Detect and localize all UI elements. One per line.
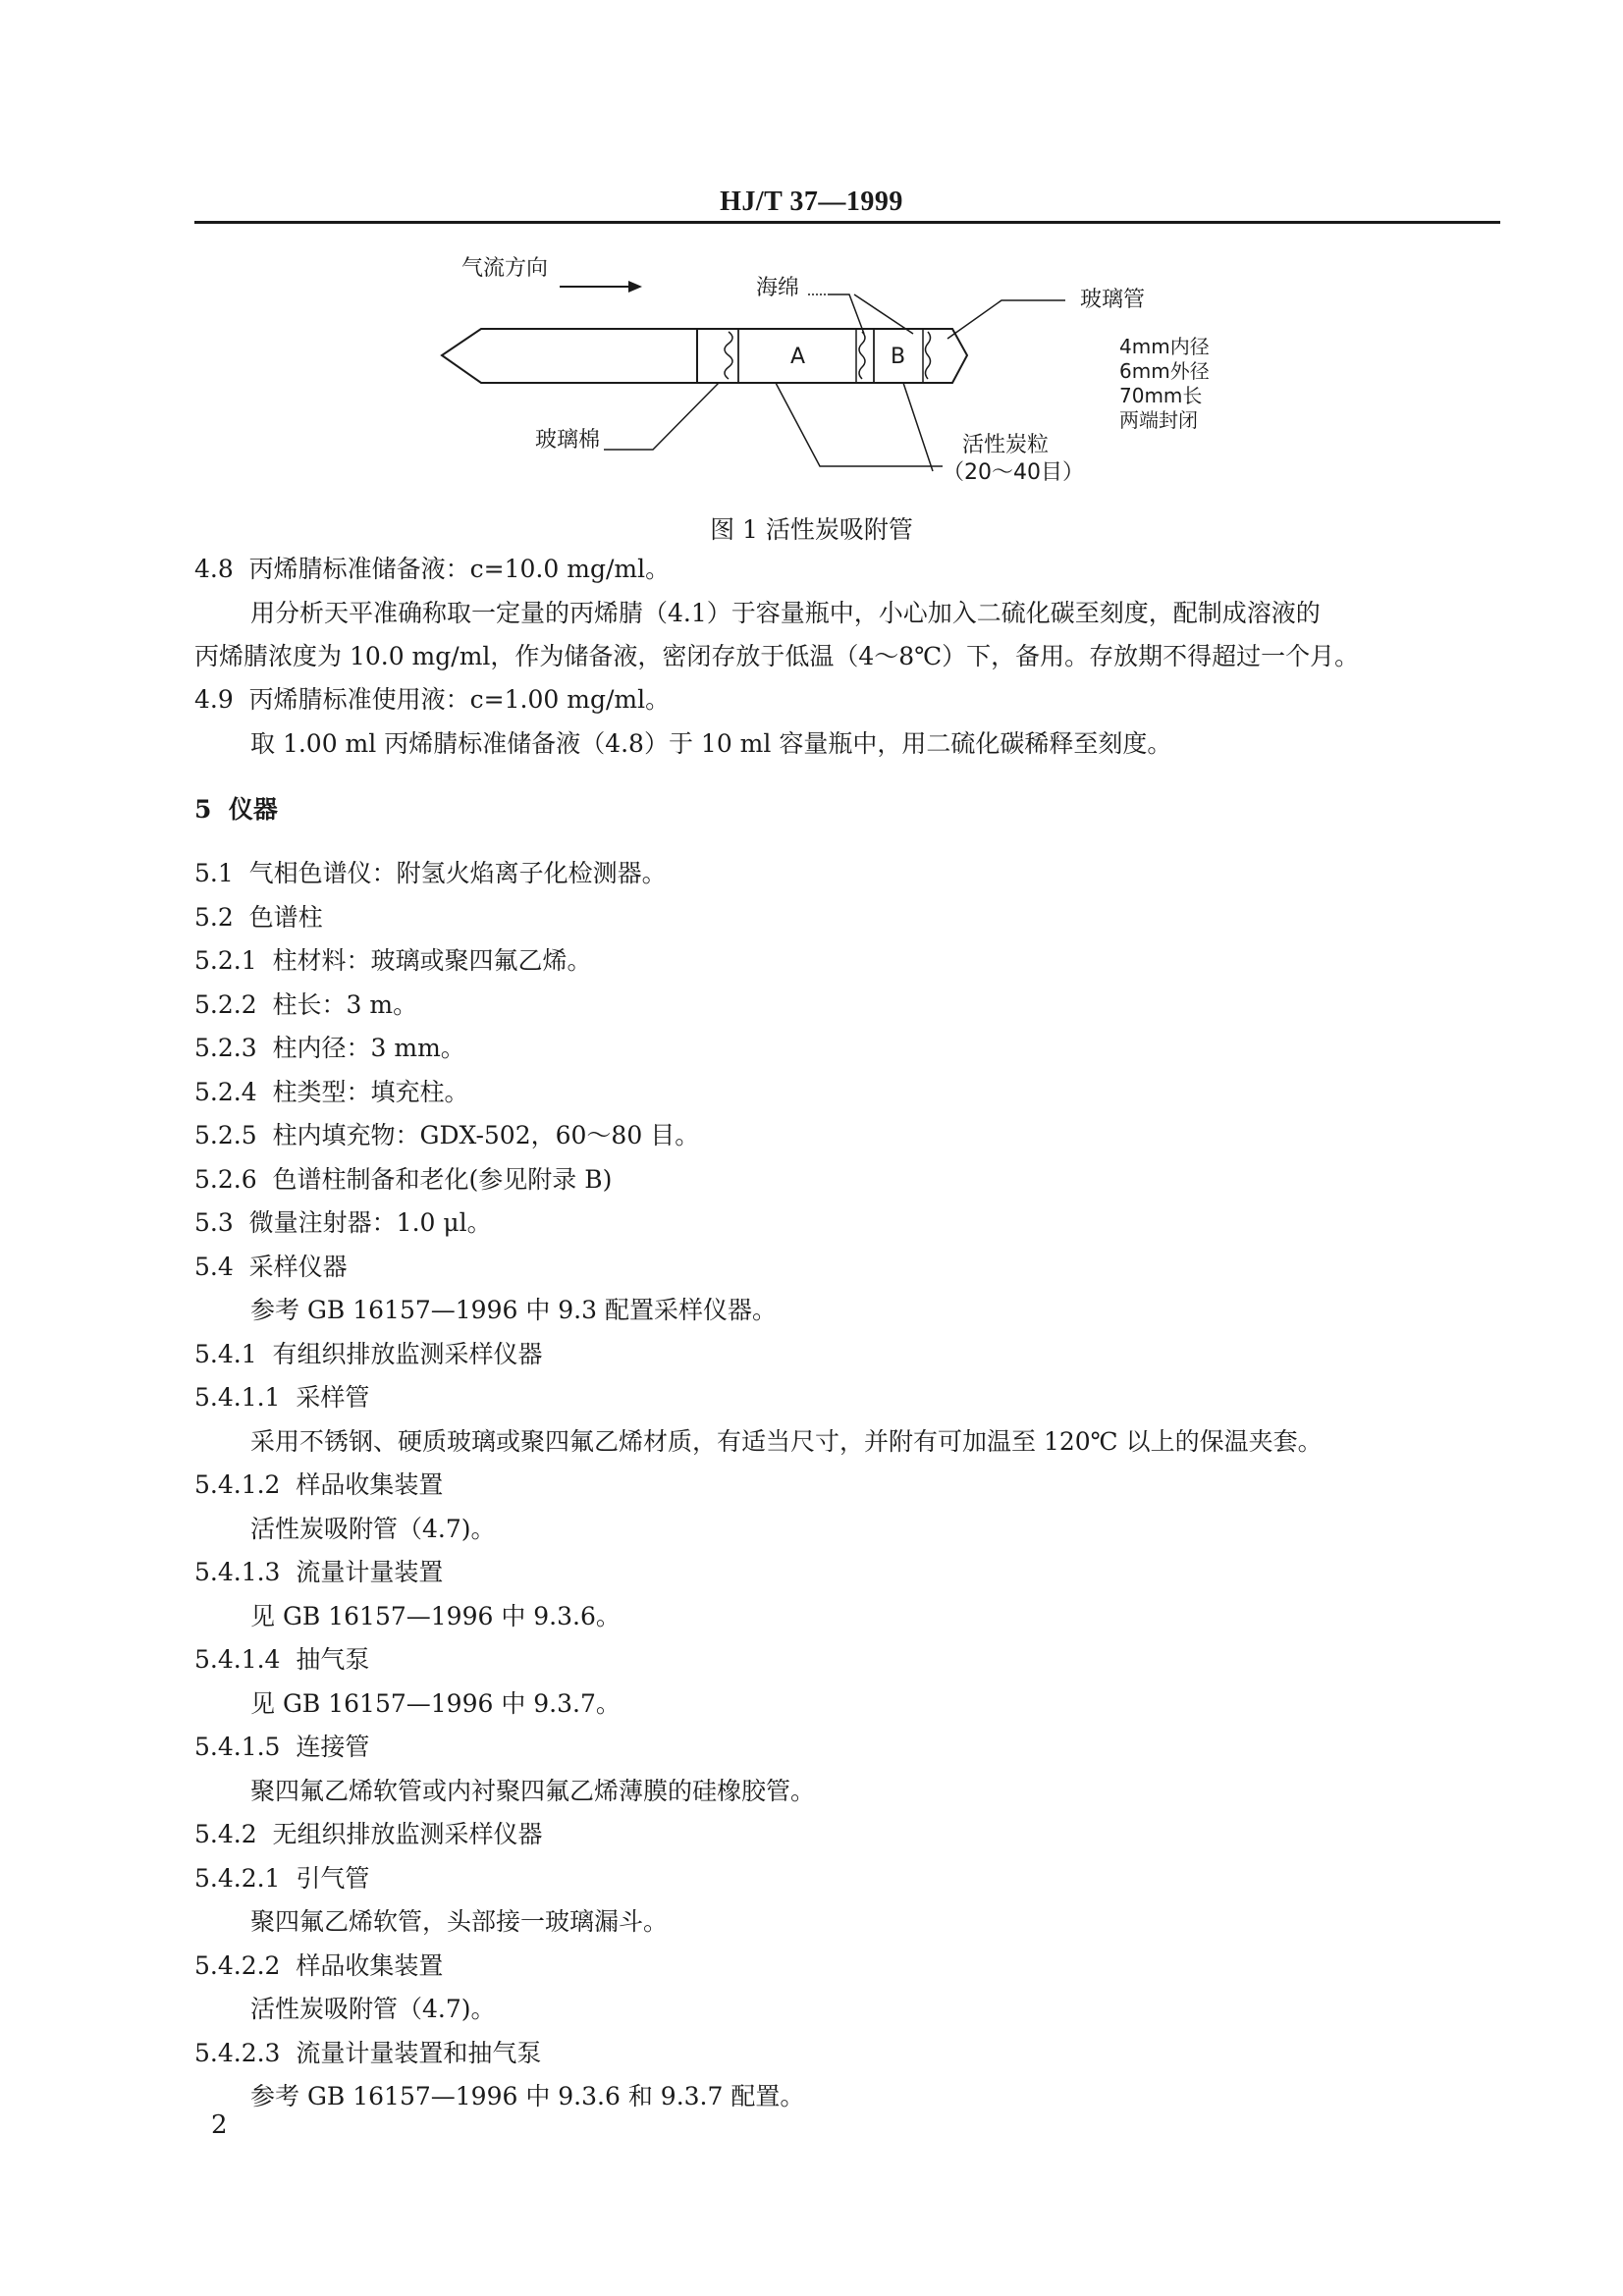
text-line: 5.4.1.4 抽气泵 (194, 1645, 370, 1674)
text-line: 5.4.1.3 流量计量装置 (194, 1558, 444, 1586)
spec-line: 4mm内径 (1119, 335, 1210, 358)
page-number: 2 (211, 2110, 228, 2140)
text-line: 5.2.3 柱内径：3 mm。 (194, 1034, 465, 1062)
text-line: 5.4.2.1 引气管 (194, 1864, 370, 1893)
text-line: 活性炭吸附管（4.7)。 (250, 1515, 496, 1543)
adsorption-tube-figure (432, 245, 1296, 501)
text-line: 采用不锈钢、硬质玻璃或聚四氟乙烯材质，有适当尺寸，并附有可加温至 120℃ 以上的保温夹套。 (250, 1427, 1323, 1456)
spec-line: 6mm外径 (1119, 359, 1210, 383)
glass-wool-label: 玻璃棉 (535, 428, 601, 453)
airflow-arrow-icon (560, 281, 642, 293)
segment-a-label: A (790, 345, 806, 369)
text-line: 5.4.1.2 样品收集装置 (194, 1470, 444, 1499)
text-line: 5.2.6 色谱柱制备和老化(参见附录 B) (194, 1165, 613, 1194)
text-line: 5.4.2.2 样品收集装置 (194, 1951, 444, 1980)
airflow-label: 气流方向 (461, 256, 549, 281)
text-line: 5.2.5 柱内填充物：GDX-502，60～80 目。 (194, 1121, 700, 1149)
text-line: 4.8 丙烯腈标准储备液：c=10.0 mg/ml。 (194, 555, 671, 583)
text-line: 见 GB 16157—1996 中 9.3.7。 (250, 1689, 621, 1718)
text-line: 5.4 采样仪器 (194, 1253, 348, 1281)
text-line: 参考 GB 16157—1996 中 9.3 配置采样仪器。 (250, 1296, 777, 1324)
text-line: 5.4.1.1 采样管 (194, 1383, 370, 1412)
segment-b-label: B (891, 345, 906, 369)
text-line: 聚四氟乙烯软管，头部接一玻璃漏斗。 (250, 1907, 669, 1936)
glass-tube-label: 玻璃管 (1080, 288, 1146, 312)
text-line: 5.2.2 柱长：3 m。 (194, 990, 418, 1019)
text-line: 5.4.2.3 流量计量装置和抽气泵 (194, 2039, 542, 2067)
text-line: 取 1.00 ml 丙烯腈标准储备液（4.8）于 10 ml 容量瓶中，用二硫化碳稀释至刻度。 (250, 729, 1172, 758)
carbon-mesh-label: （20～40目） (943, 460, 1084, 485)
text-line: 5.3 微量注射器：1.0 μl。 (194, 1208, 492, 1237)
text-line: 5.4.1 有组织排放监测采样仪器 (194, 1340, 543, 1368)
text-line: 用分析天平准确称取一定量的丙烯腈（4.1）于容量瓶中，小心加入二硫化碳至刻度，配制成溶液的 (250, 599, 1321, 627)
text-line: 5.4.2 无组织排放监测采样仪器 (194, 1820, 543, 1848)
text-line: 活性炭吸附管（4.7)。 (250, 1995, 496, 2023)
text-line: 5.2 色谱柱 (194, 903, 323, 932)
spec-line: 两端封闭 (1119, 408, 1198, 432)
text-line: 5.2.1 柱材料：玻璃或聚四氟乙烯。 (194, 946, 592, 975)
section-heading: 5 仪器 (194, 795, 278, 824)
carbon-label: 活性炭粒 (962, 433, 1050, 457)
text-line: 4.9 丙烯腈标准使用液：c=1.00 mg/ml。 (194, 685, 671, 714)
glass-tube (442, 329, 967, 383)
spec-line: 70mm长 (1119, 384, 1203, 407)
text-line: 聚四氟乙烯软管或内衬聚四氟乙烯薄膜的硅橡胶管。 (250, 1777, 816, 1805)
text-line: 参考 GB 16157—1996 中 9.3.6 和 9.3.7 配置。 (250, 2082, 805, 2110)
glass-wool-plug (725, 332, 732, 379)
text-line: 5.2.4 柱类型：填充柱。 (194, 1078, 469, 1106)
header-title: HJ/T 37—1999 (720, 187, 903, 217)
header-rule (194, 221, 1500, 224)
sponge-label: 海绵 (756, 276, 800, 300)
text-line: 5.1 气相色谱仪：附氢火焰离子化检测器。 (194, 859, 667, 887)
text-line: 见 GB 16157—1996 中 9.3.6。 (250, 1602, 621, 1630)
text-line: 5.4.1.5 连接管 (194, 1733, 370, 1761)
figure-caption: 图 1 活性炭吸附管 (710, 515, 913, 544)
text-line: 丙烯腈浓度为 10.0 mg/ml，作为储备液，密闭存放于低温（4～8℃）下，备用。存放期不得超过一个月。 (194, 642, 1360, 670)
